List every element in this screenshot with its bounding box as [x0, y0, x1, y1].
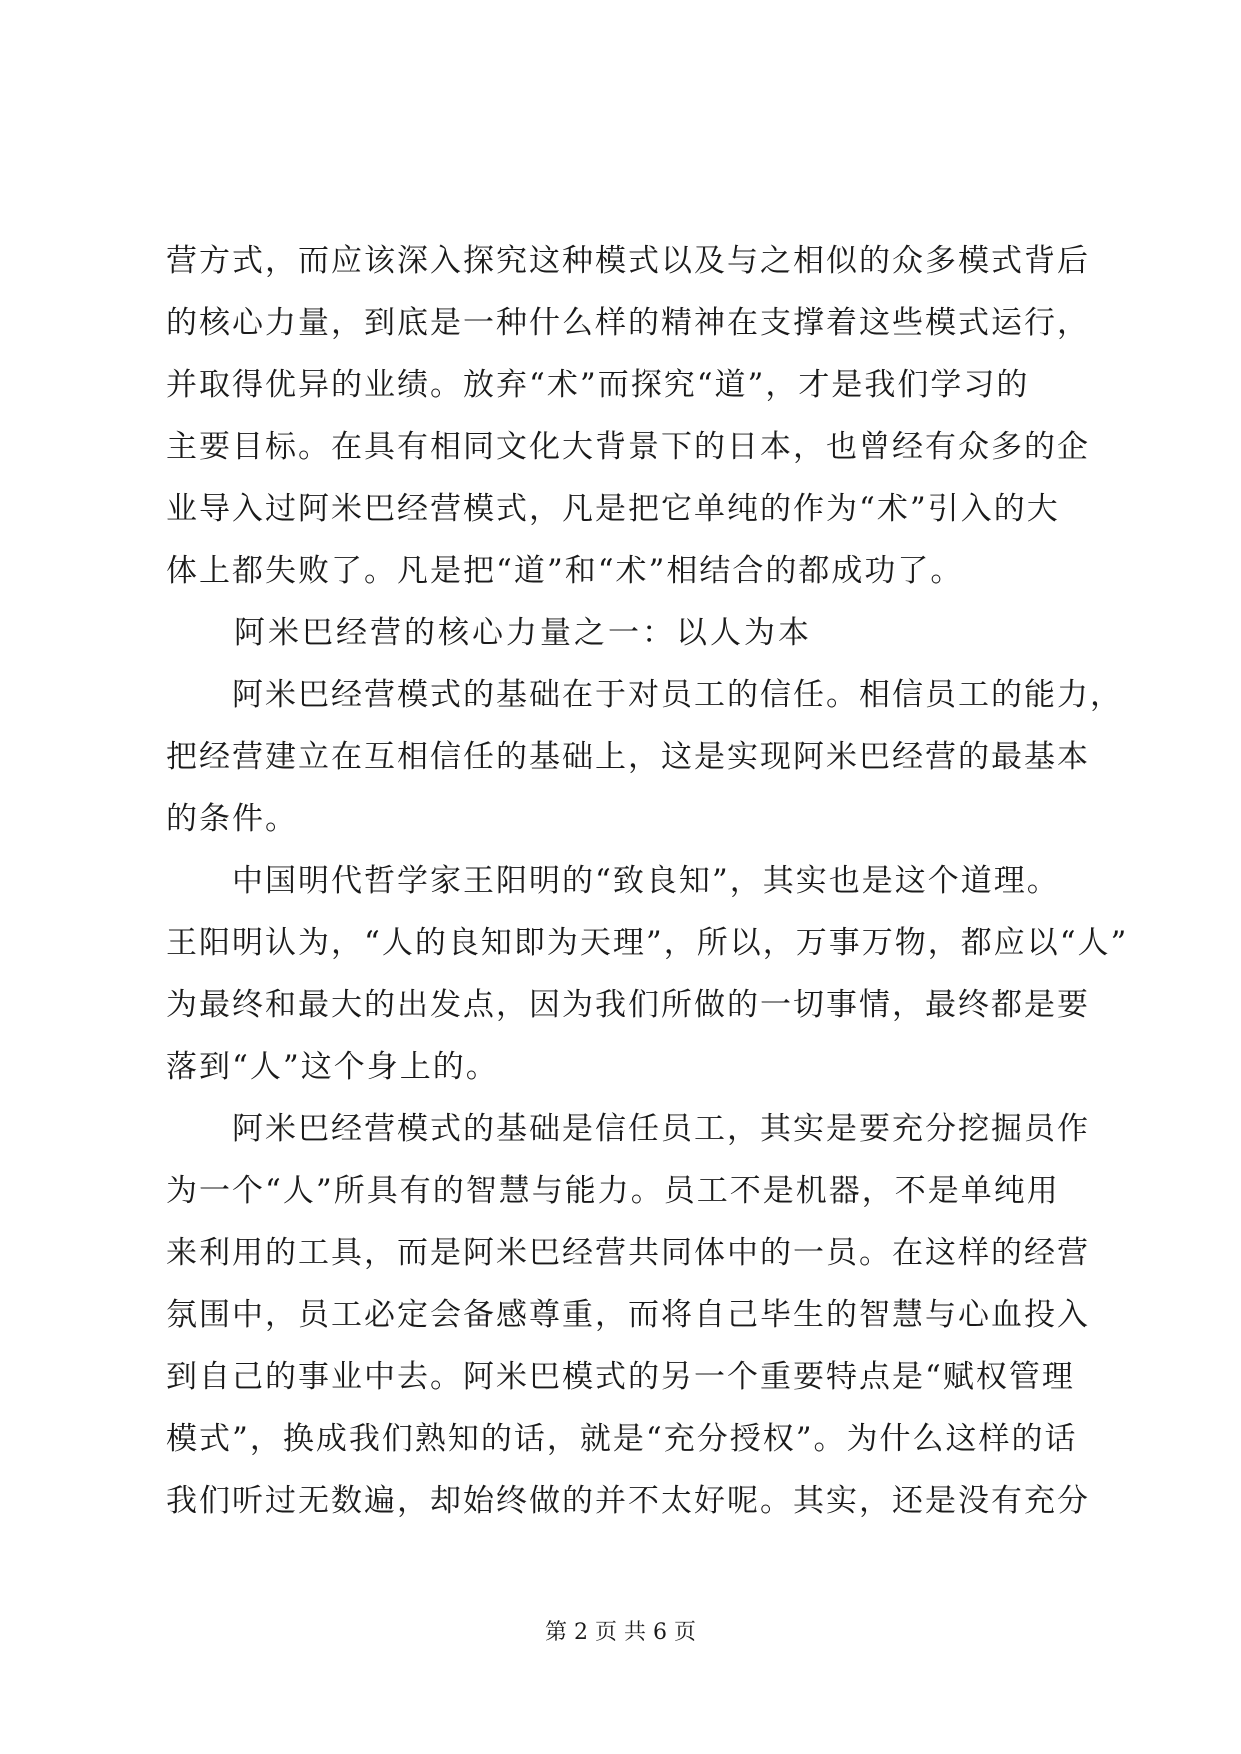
- text-line: 来利用的工具，而是阿米巴经营共同体中的一员。在这样的经营: [166, 1235, 1090, 1271]
- text-line: 体上都失败了。凡是把“道”和“术”相结合的都成功了。: [166, 553, 964, 589]
- text-line: 把经营建立在互相信任的基础上，这是实现阿米巴经营的最基本: [166, 739, 1090, 775]
- text-line: 中国明代哲学家王阳明的“致良知”，其实也是这个道理。: [166, 863, 1060, 899]
- text-line: 落到“人”这个身上的。: [166, 1049, 499, 1085]
- text-line: 为最终和最大的出发点，因为我们所做的一切事情，最终都是要: [166, 987, 1090, 1023]
- text-line: 模式”，换成我们熟知的话，就是“充分授权”。为什么这样的话: [166, 1421, 1078, 1457]
- section-heading: 阿米巴经营的核心力量之一：以人为本: [166, 615, 812, 651]
- text-line: 为一个“人”所具有的智慧与能力。员工不是机器，不是单纯用: [166, 1173, 1060, 1209]
- text-line: 我们听过无数遍，却始终做的并不太好呢。其实，还是没有充分: [166, 1483, 1090, 1519]
- text-line: 氛围中，员工必定会备感尊重，而将自己毕生的智慧与心血投入: [166, 1297, 1090, 1333]
- text-line: 营方式，而应该深入探究这种模式以及与之相似的众多模式背后: [166, 243, 1090, 279]
- text-line: 主要目标。在具有相同文化大背景下的日本，也曾经有众多的企: [166, 429, 1090, 465]
- text-line: 到自己的事业中去。阿米巴模式的另一个重要特点是“赋权管理: [166, 1359, 1075, 1395]
- text-line: 阿米巴经营模式的基础在于对员工的信任。相信员工的能力，: [166, 677, 1123, 713]
- text-line: 并取得优异的业绩。放弃“术”而探究“道”，才是我们学习的: [166, 367, 1030, 403]
- page-number-footer: 第 2 页 共 6 页: [545, 1620, 696, 1645]
- text-line: 业导入过阿米巴经营模式，凡是把它单纯的作为“术”引入的大: [166, 491, 1060, 527]
- text-line: 的核心力量，到底是一种什么样的精神在支撑着这些模式运行，: [166, 305, 1090, 341]
- text-line: 阿米巴经营模式的基础是信任员工，其实是要充分挖掘员作: [166, 1111, 1090, 1147]
- text-line: 的条件。: [166, 801, 298, 837]
- document-body: [166, 230, 1129, 1532]
- text-line: 王阳明认为，“人的良知即为天理”，所以，万事万物，都应以“人”: [166, 925, 1129, 961]
